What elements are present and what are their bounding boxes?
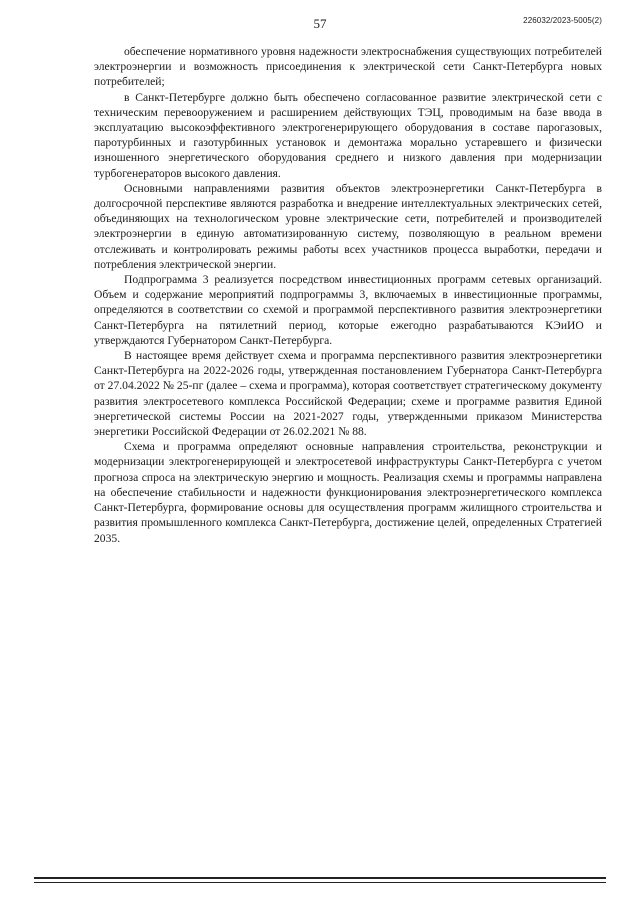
- paragraph: в Санкт-Петербурге должно быть обеспечено согласованное развитие электрической сети с техническим перевооружением и расширением действующих ТЭЦ, проводимым на базе ввода в эксплуатацию высокоэффективного электрогенерирующего оборудования в составе парогазовых, паротурбинных и газотурбинных установок и демонтажа морально устаревшего и физически изношенного энергетического оборудования среднего и низкого давления при модернизации турбогенераторов высокого давления.: [94, 90, 602, 180]
- paragraph: В настоящее время действует схема и программа перспективного развития электроэнергетики Санкт-Петербурга на 2022-2026 годы, утвержденная постановлением Губернатора Санкт-Петербурга от 27.04.2022 № 25-пг (далее – схема и программа), которая соответствует стратегическому документу развития электросетевого комплекса Российской Федерации; схеме и программе развития Единой энергетической системы России на 2021-2027 годы, утвержденными приказом Министерства энергетики Российской Федерации от 26.02.2021 № 88.: [94, 349, 602, 439]
- page-number: 57: [313, 16, 327, 31]
- document-body: [94, 44, 602, 546]
- paragraph: Схема и программа определяют основные направления строительства, реконструкции и модернизации электрогенерирующей и электросетевой инфраструктуры Санкт-Петербурга с учетом прогноза спроса на электрическую энергию и мощность. Реализация схемы и программы направлена на обеспечение стабильности и надежности функционирования электроэнергетического комплекса Санкт-Петербурга, формирование основы для осуществления программ жилищного строительства и развития промышленного комплекса Санкт-Петербурга, достижение целей, определенных Стратегией 2035.: [94, 440, 602, 545]
- footer-rule: [34, 877, 606, 879]
- paragraph: Подпрограмма 3 реализуется посредством инвестиционных программ сетевых организаций. Объем и содержание мероприятий подпрограммы 3, включаемых в инвестиционные программы, определяются в соответствии со схемой и программой перспективного развития электроэнергетики Санкт-Петербурга на пятилетний период, которые ежегодно разрабатываются КЭиИО и утверждаются Губернатором Санкт-Петербурга.: [94, 273, 602, 347]
- footer-rule-thin: [34, 882, 606, 883]
- document-reference: 226032/2023-5005(2): [523, 16, 602, 25]
- paragraph: обеспечение нормативного уровня надежности электроснабжения существующих потребителей электроэнергии и возможность присоединения к электрической сети Санкт-Петербурга новых потребителей;: [94, 45, 602, 89]
- paragraph: Основными направлениями развития объектов электроэнергетики Санкт-Петербурга в долгосрочной перспективе являются разработка и внедрение интеллектуальных электрических сетей, объединяющих на технологическом уровне электрические сети, потребителей и производителей электроэнергии в единую автоматизированную систему, позволяющую в реальном времени отслеживать и контролировать режимы работы всех участников процесса выработки, передачи и потребления электрической энергии.: [94, 181, 602, 271]
